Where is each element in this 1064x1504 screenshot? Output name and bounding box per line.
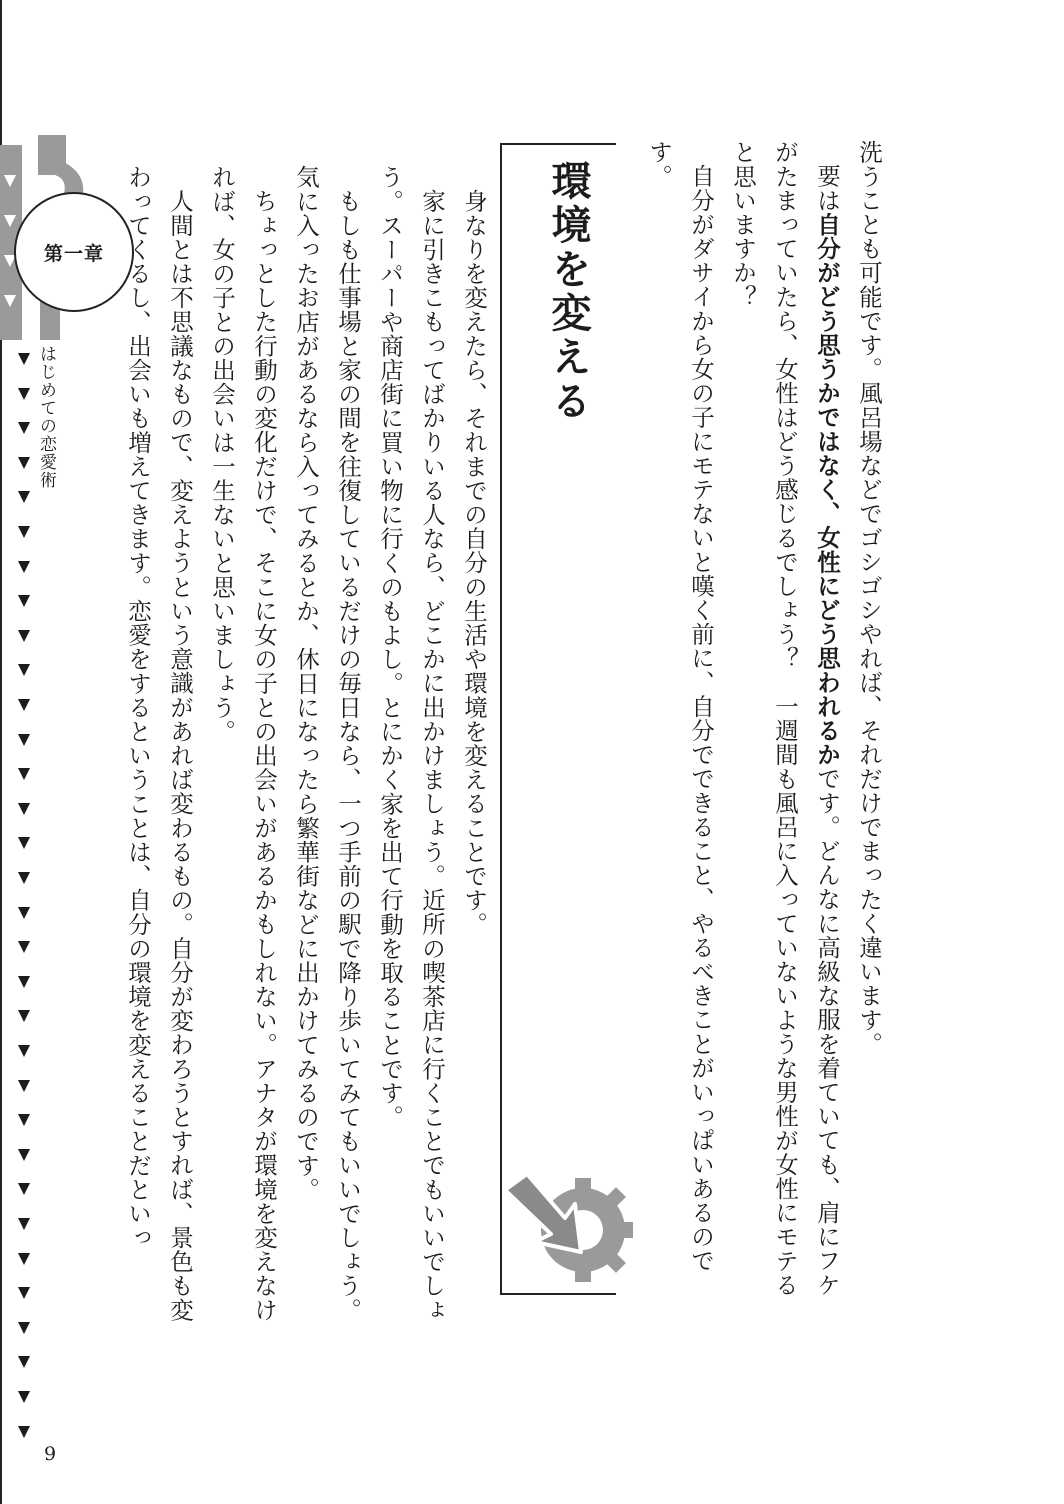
upper-text-block [645,140,890,1300]
triangle-marker [18,734,30,746]
triangle-marker [18,1391,30,1403]
triangle-marker [18,768,30,780]
lower-paragraph-4: ちょっとした行動の変化だけで、そこに女の子との出会いがあるかもしれない。アナタが環境を変えなければ、女の子との出会いは一生ないと思いましょう。 [208,165,278,1322]
triangle-marker [18,1149,30,1161]
triangle-marker [18,976,30,988]
triangle-marker [18,526,30,538]
triangle-marker [18,353,30,365]
triangle-marker [18,388,30,400]
triangle-marker [18,1114,30,1126]
triangle-marker [18,422,30,434]
upper-paragraph-3: 自分がダサイから女の子にモテないと嘆く前に、自分でできること、やるべきことがいっぱいあるのです。 [645,140,715,1273]
lower-paragraph-5: 人間とは不思議なもので、変えようという意識があれば変わるもの。自分が変わろうとすれば、景色も変わってくるし、出会いも増えてきます。恋愛をするということは、自分の環境を変えることだといっ [124,165,194,1322]
section-heading: 環境を変える [545,160,592,424]
triangle-marker [18,1080,30,1092]
triangle-marker [18,457,30,469]
triangle-marker [18,803,30,815]
upper-paragraph-2-suffix: です。どんなに高級な服を着ていても、肩にフケがたまっていたら、女性はどう感じるでしょう？ 一週間も風呂に入っていないような男性が女性にモテると思いますか？ [729,140,841,1297]
triangle-marker [18,1426,30,1438]
series-title: はじめての恋愛術 [36,345,56,489]
lower-paragraph-1: 身なりを変えたら、それまでの自分の生活や環境を変えることです。 [460,188,488,936]
lower-paragraph-3: もしも仕事場と家の間を往復しているだけの毎日なら、一つ手前の駅で降り歩いてみてもいいでしょう。気に入ったお店があるなら入ってみるとか、休日になったら繁華街などに出かけてみるのです。 [292,165,362,1322]
lower-paragraph-2: 家に引きこもってばかりいる人なら、どこかに出かけましょう。近所の喫茶店に行くことでもいいでしょう。スーパーや商店街に買い物に行くのもよし。とにかく家を出て行動を取ることです。 [376,165,446,1322]
triangle-marker [18,491,30,503]
upper-paragraph-1: 洗うことも可能です。風呂場などでゴシゴシやれば、それだけでまったく違います。 [855,140,883,1056]
triangle-marker [18,1183,30,1195]
triangle-marker [18,907,30,919]
page-number: 9 [44,1443,57,1465]
chapter-badge [14,192,134,312]
triangle-marker [18,630,30,642]
upper-paragraph-2-prefix: 要は [813,163,841,212]
upper-paragraph-2 [722,140,848,1300]
triangle-marker [18,941,30,953]
gear-arrow-icon [505,1168,635,1288]
emphasis-text: 自分がどう思うかではなく、女性にどう思われるか [813,211,841,767]
triangle-marker [18,1010,30,1022]
triangle-marker [18,1218,30,1230]
triangle-marker [18,664,30,676]
triangle-marker [18,1356,30,1368]
chapter-label: 第一章 [43,242,104,265]
triangle-marker [18,595,30,607]
triangle-marker [18,561,30,573]
triangle-marker [18,1322,30,1334]
triangle-marker [18,872,30,884]
triangle-marker [18,1045,30,1057]
triangle-marker [18,837,30,849]
triangle-marker [18,699,30,711]
triangle-marker [18,1287,30,1299]
lower-text-block [124,165,495,1325]
triangle-marker [18,1253,30,1265]
